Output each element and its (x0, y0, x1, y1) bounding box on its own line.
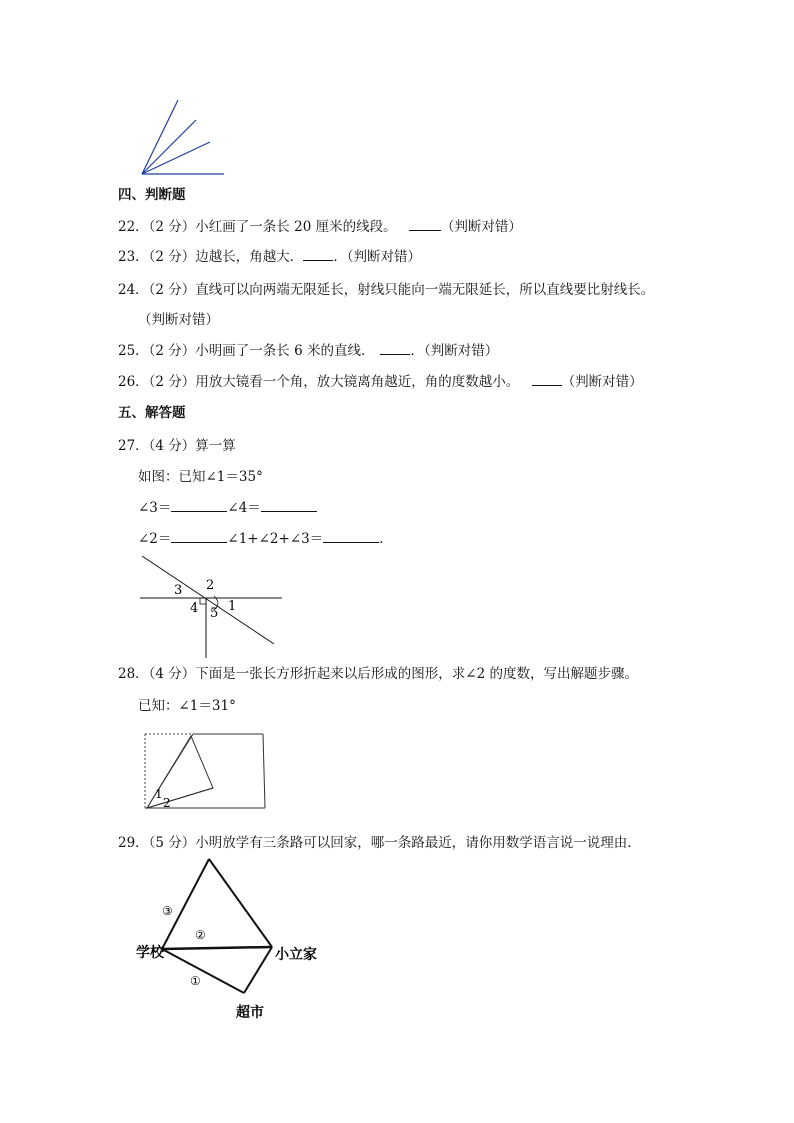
q28-folded-rectangle-figure (143, 732, 267, 812)
question-23 (118, 248, 421, 266)
question-22 (118, 218, 522, 236)
q24-suffix: （判断对错） (138, 312, 219, 328)
fig-label-3: 3 (174, 583, 183, 598)
q25-suffix: ．（判断对错） (410, 343, 499, 359)
question-25 (118, 342, 498, 360)
question-24: 24．（2 分）直线可以向两端无限延长，射线只能向一端无限延长，所以直线要比射线长。 (118, 282, 655, 298)
angle4-blank[interactable] (261, 499, 317, 512)
q27-given: 如图：已知∠1＝35° (138, 469, 263, 485)
q25-text: 25．（2 分）小明画了一条长 6 米的直线． (118, 343, 375, 359)
q22-answer-blank[interactable] (409, 218, 441, 231)
q22-text: 22．（2 分）小红画了一条长 20 厘米的线段。 (118, 219, 397, 235)
q23-answer-blank[interactable] (303, 248, 333, 261)
route-3-label: ③ (162, 904, 173, 918)
row2-end: ． (379, 531, 393, 547)
rays-figure (138, 96, 234, 178)
fig28-label-1: 1 (155, 787, 163, 801)
q23-suffix: ．（判断对错） (333, 249, 422, 265)
fig-label-2: 2 (206, 578, 215, 593)
q27-angle-figure (136, 554, 286, 658)
q27-row2 (138, 530, 393, 548)
q22-suffix: （判断对错） (440, 219, 522, 235)
angle3-blank[interactable] (171, 499, 227, 512)
route-2 (162, 947, 272, 949)
section-5-title: 五、解答题 (118, 405, 186, 421)
fig-label-4: 4 (190, 601, 199, 616)
route-1-right (244, 947, 272, 993)
question-28: 28．（4 分）下面是一张长方形折起来以后形成的图形，求∠2 的度数，写出解题步骤。 (118, 666, 638, 682)
q23-text: 23．（2 分）边越长，角越大． (118, 249, 304, 265)
fig28-label-2: 2 (163, 796, 171, 810)
angle-sum-blank[interactable] (323, 530, 379, 543)
q26-suffix: （判断对错） (561, 374, 643, 390)
section-4-title: 四、判断题 (118, 187, 186, 203)
question-27: 27．（4 分）算一算 (118, 438, 236, 454)
angle2-blank[interactable] (171, 530, 227, 543)
home-label: 小立家 (275, 947, 317, 963)
q26-text: 26．（2 分）用放大镜看一个角，放大镜离角越近，角的度数越小。 (118, 374, 520, 390)
q27-row1 (138, 499, 317, 517)
q29-routes-figure (132, 855, 317, 1025)
route-2-label: ② (195, 928, 206, 942)
angle4-label: ∠4＝ (227, 500, 261, 516)
fig-label-5: 5 (210, 606, 219, 621)
angle-sum-label: ∠1+∠2+∠3＝ (227, 531, 324, 547)
slanted-line (142, 556, 274, 644)
q28-given: 已知：∠1＝31° (138, 698, 236, 714)
rect-right (263, 734, 265, 808)
fig-label-1: 1 (228, 599, 237, 614)
ray-2 (142, 120, 196, 174)
question-29: 29．（5 分）小明放学有三条路可以回家，哪一条路最近，请你用数学语言说一说理由． (118, 835, 641, 851)
ray-1 (142, 100, 178, 174)
ray-3 (142, 142, 210, 174)
q26-answer-blank[interactable] (532, 373, 562, 386)
angle3-label: ∠3＝ (138, 500, 172, 516)
market-label: 超市 (236, 1005, 264, 1021)
question-26 (118, 373, 643, 391)
route-1-left (162, 949, 244, 993)
school-label: 学校 (136, 945, 164, 961)
route-3-right (209, 859, 272, 947)
q25-answer-blank[interactable] (380, 342, 410, 355)
right-angle-mark (200, 598, 206, 604)
route-1-label: ① (190, 974, 201, 988)
angle2-label: ∠2＝ (138, 531, 172, 547)
